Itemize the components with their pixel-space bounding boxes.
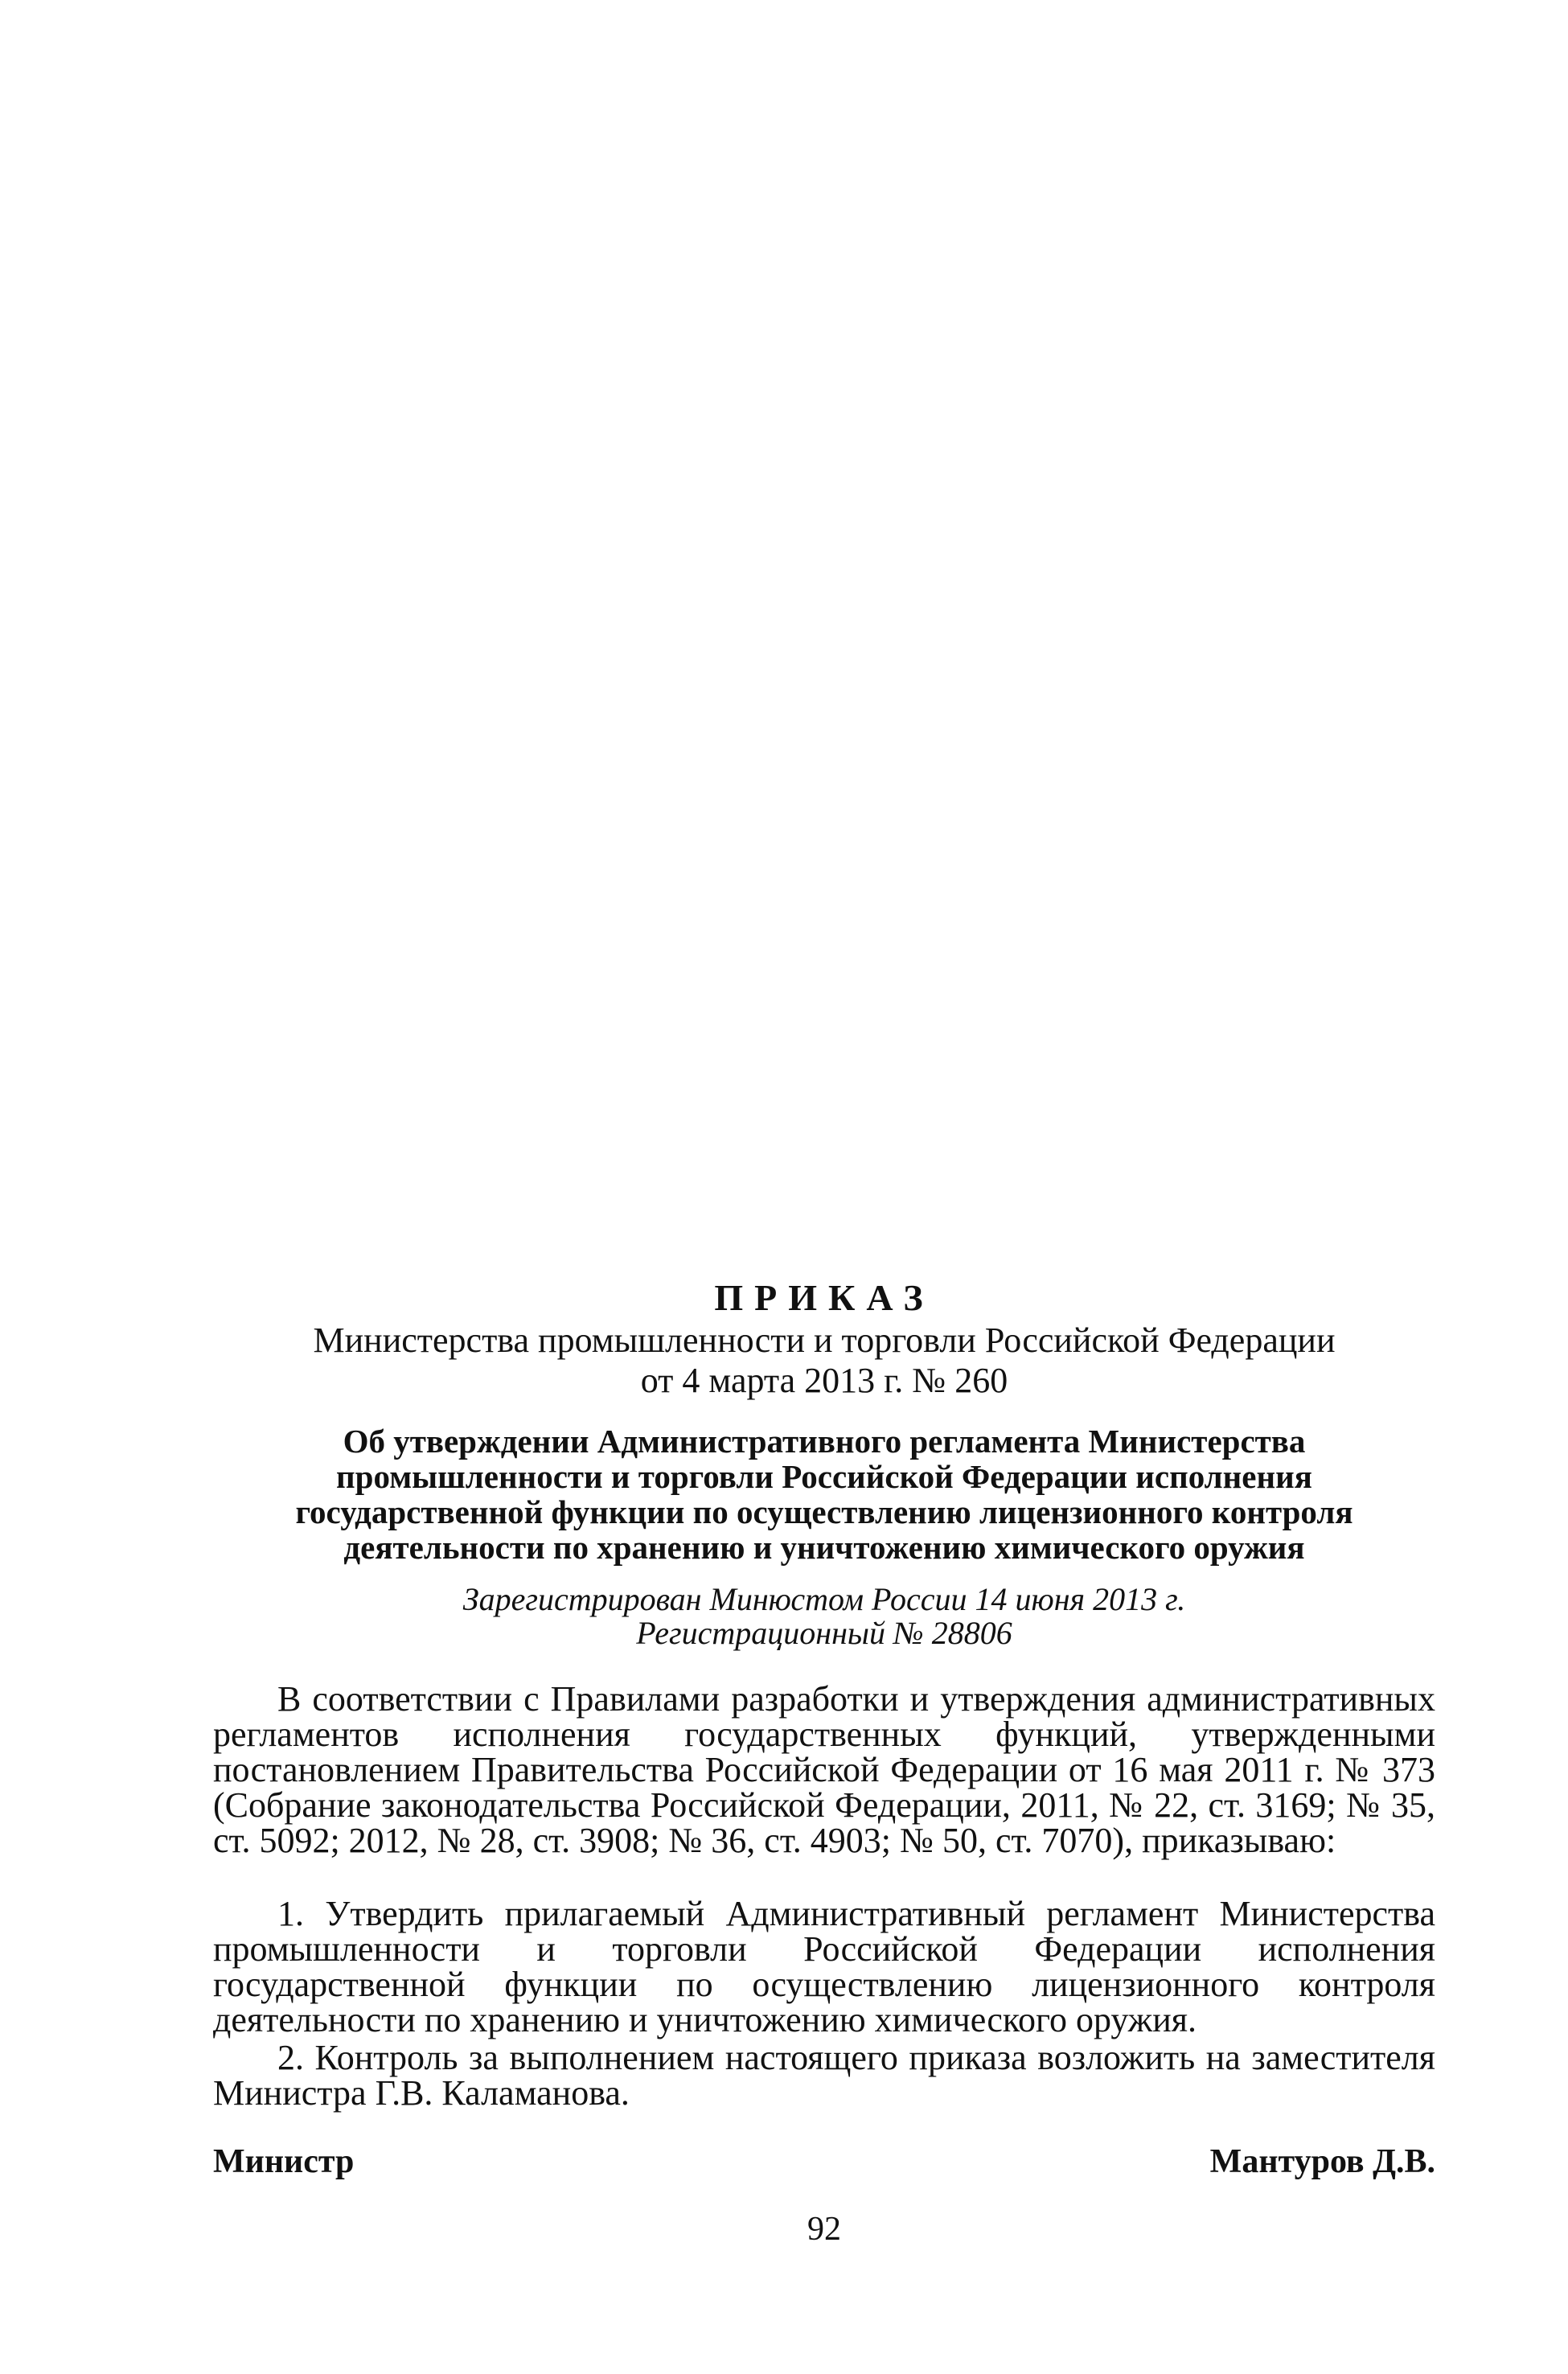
order-item-2: 2. Контроль за выполнением настоящего приказа возложить на заместителя Министра Г.В. Каламанова. [213, 2038, 1435, 2113]
registration-number: Регистрационный № 28806 [636, 1615, 1012, 1651]
order-date-number: от 4 марта 2013 г. № 260 [640, 1361, 1008, 1400]
document-title: ПРИКАЗ [714, 1277, 934, 1318]
order-item-1: 1. Утвердить прилагаемый Административный регламент Министерства промышленности и торговли Российской Федерации исполнения государственной функции по осуществлению лицензионного контроля деятельности по хранению и уничтожению химического оружия. [213, 1894, 1435, 2039]
heading-line: промышленности и торговли Российской Федерации исполнения [336, 1458, 1312, 1495]
issuer-name: Министерства промышленности и торговли Российской Федерации [313, 1320, 1336, 1360]
registration-date: Зарегистрирован Минюстом России 14 июня 2013 г. [462, 1581, 1186, 1617]
registration-note [213, 1583, 1435, 1650]
heading-line: Об утверждении Административного регламента Министерства [343, 1423, 1306, 1460]
heading-line: государственной функции по осуществлению лицензионного контроля [295, 1493, 1353, 1530]
preamble-paragraph: В соответствии с Правилами разработки и утверждения административных регламентов исполнения государственных функций, утвержденными постановлением Правительства Российской Федерации от 16 мая 2011 г. № 373 (Собрание законодательства Российской Федерации, 2011, № 22, ст. 3169; № 35, ст. 5092; 2012, № 28, ст. 3908; № 36, ст. 4903; № 50, ст. 7070), приказываю: [213, 1679, 1435, 1860]
signature-block [213, 2142, 1435, 2181]
issuer-block [213, 1320, 1435, 1401]
signatory-name: Мантуров Д.В. [1209, 2143, 1435, 2180]
page-number: 92 [807, 2211, 841, 2248]
order-heading [213, 1423, 1435, 1565]
heading-line: деятельности по хранению и уничтожению химического оружия [343, 1529, 1305, 1566]
signatory-position: Министр [213, 2143, 355, 2180]
